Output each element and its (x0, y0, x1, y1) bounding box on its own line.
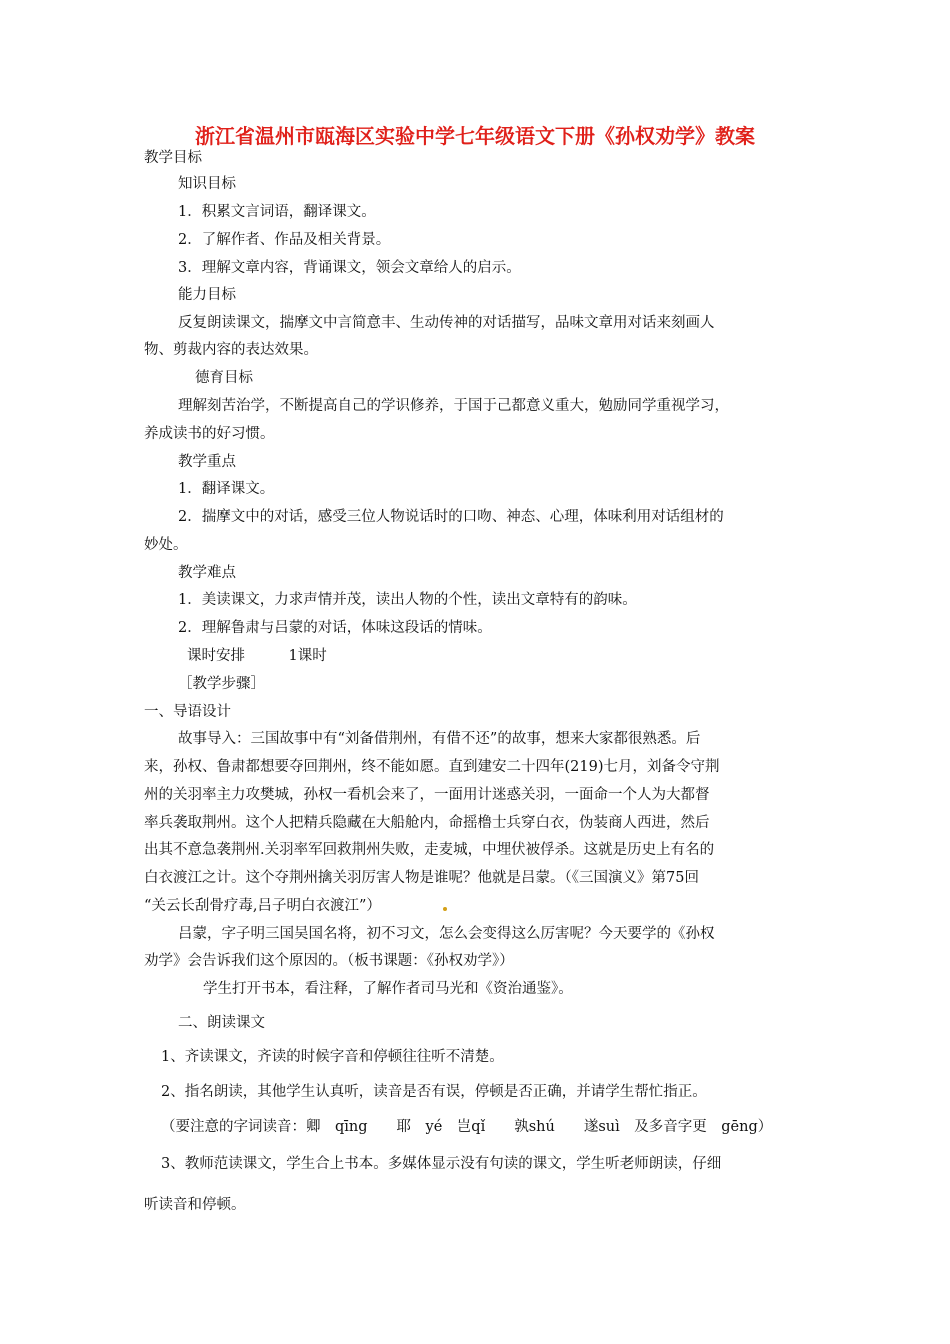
paragraph-line: 州的关羽率主力攻樊城，孙权一看机会来了，一面用计迷惑关羽，一面命一个人为大都督 (144, 787, 710, 803)
reading-step-3: 3、教师范读课文，学生合上书本。多媒体显示没有句读的课文，学生听老师朗读，仔细 (161, 1156, 722, 1172)
paragraph-line: 出其不意急袭荆州.关羽率军回救荆州失败，走麦城，中埋伏被俘杀。这就是历史上有名的 (144, 842, 715, 858)
pronunciation-note: （要注意的字词读音：卿 qīng 耶 yé 岂qǐ 孰shú 遂suì 及多音字更 gēng） (161, 1119, 773, 1135)
paragraph-line: 来，孙权、鲁肃都想要夺回荆州，终不能如愿。直到建安二十四年(219)七月，刘备令守荆 (144, 759, 720, 775)
heading-moral-goals: 德育目标 (195, 370, 253, 386)
paragraph-line: 学生打开书本，看注释，了解作者司马光和《资治通鉴》。 (203, 981, 573, 997)
heading-teaching-goals: 教学目标 (144, 150, 202, 166)
reading-step-2: 2、指名朗读，其他学生认真听，读音是否有误，停顿是否正确，并请学生帮忙指正。 (161, 1084, 707, 1100)
paragraph-line: 听读音和停顿。 (144, 1197, 246, 1213)
goal-item-2: 2．了解作者、作品及相关背景。 (178, 232, 391, 248)
section-reading: 二、朗读课文 (178, 1015, 265, 1031)
paragraph-line: 率兵袭取荆州。这个人把精兵隐藏在大船舱内，命摇橹士兵穿白衣，伪装商人西进，然后 (144, 815, 710, 831)
heading-key-points: 教学重点 (178, 454, 236, 470)
goal-item-3: 3．理解文章内容，背诵课文，领会文章给人的启示。 (178, 260, 521, 276)
heading-ability-goals: 能力目标 (178, 287, 236, 303)
lesson-schedule: 课时安排 1课时 (187, 648, 327, 664)
paragraph-line: 劝学》会告诉我们这个原因的。（板书课题：《孙权劝学》） (144, 953, 514, 969)
paragraph-line: 物、剪裁内容的表达效果。 (144, 342, 318, 358)
heading-difficulties: 教学难点 (178, 565, 236, 581)
paragraph-line: 养成读书的好习惯。 (144, 426, 275, 442)
key-point-2: 2．揣摩文中的对话，感受三位人物说话时的口吻、神态、心理，体味利用对话组材的 (178, 509, 724, 525)
paragraph-line: 吕蒙，字子明三国吴国名将，初不习文，怎么会变得这么厉害呢？今天要学的《孙权 (178, 926, 715, 942)
paragraph-line: 故事导入：三国故事中有“刘备借荆州，有借不还”的故事，想来大家都很熟悉。后 (178, 731, 701, 747)
paragraph-line: 妙处。 (144, 537, 188, 553)
key-point-1: 1．翻译课文。 (178, 481, 275, 497)
goal-item-1: 1．积累文言词语，翻译课文。 (178, 204, 376, 220)
heading-teaching-steps: ［教学步骤］ (178, 676, 265, 692)
paragraph-line: 反复朗读课文，揣摩文中言简意丰、生动传神的对话描写，品味文章用对话来刻画人 (178, 315, 715, 331)
difficulty-2: 2．理解鲁肃与吕蒙的对话，体味这段话的情味。 (178, 620, 492, 636)
mark-dot (443, 907, 447, 911)
paragraph-line: “关云长刮骨疗毒,吕子明白衣渡江”） (144, 898, 381, 914)
paragraph-line: 理解刻苦治学，不断提高自己的学识修养，于国于己都意义重大，勉励同学重视学习， (178, 398, 729, 414)
reading-step-1: 1、齐读课文，齐读的时候字音和停顿往往听不清楚。 (161, 1049, 504, 1065)
document-title: 浙江省温州市瓯海区实验中学七年级语文下册《孙权劝学》教案 (195, 124, 755, 148)
heading-knowledge-goals: 知识目标 (178, 176, 236, 192)
section-intro-design: 一、导语设计 (144, 704, 231, 720)
paragraph-line: 白衣渡江之计。这个夺荆州擒关羽厉害人物是谁呢？他就是吕蒙。（《三国演义》第75回 (144, 870, 699, 886)
difficulty-1: 1．美读课文，力求声情并茂，读出人物的个性，读出文章特有的韵味。 (178, 592, 637, 608)
